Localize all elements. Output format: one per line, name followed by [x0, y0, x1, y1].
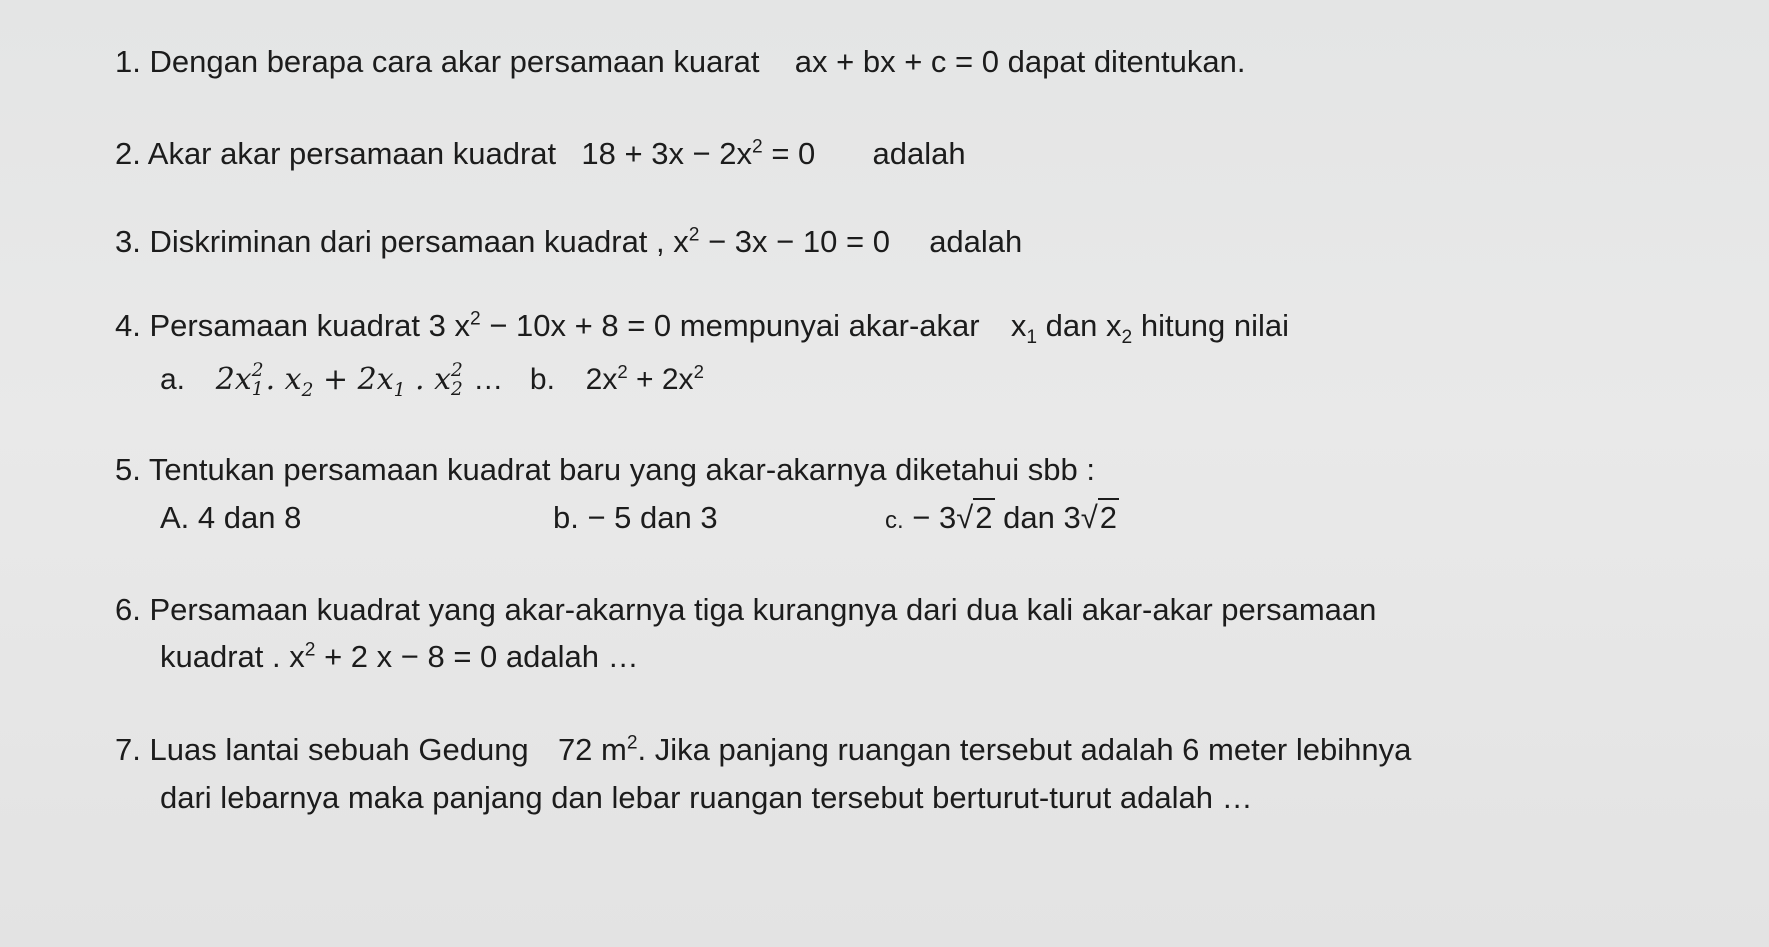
question-6 — [115, 590, 1376, 630]
question-number: 3. — [115, 224, 141, 259]
x1-variable: $x_1$ — [1010, 308, 1038, 349]
question-tail: adalah — [929, 224, 1023, 259]
x2-variable: $x_2$ — [1106, 308, 1133, 349]
question-1 — [115, 42, 1245, 82]
question-5-option-a: A. 4 dan 8 — [160, 500, 302, 535]
question-text: Dengan berapa cara akar persamaan kuarat — [149, 44, 760, 79]
equation: ax + bx + c = 0 — [794, 44, 999, 79]
question-text: Luas lantai sebuah Gedung — [149, 732, 529, 767]
option-b-label: b. — [529, 363, 555, 396]
option-a-label: a. — [160, 363, 186, 396]
question-number: 5. — [115, 452, 141, 487]
sqrt-symbol: √2 — [1080, 500, 1117, 535]
question-7-line-2: dari lebarnya maka panjang dan lebar ruangan tersebut berturut-turut adalah … — [160, 780, 1253, 815]
equation: $x^2 - 3x - 10 = 0$ — [673, 224, 890, 259]
question-number: 6. — [115, 592, 141, 627]
question-tail: adalah — [872, 136, 966, 171]
question-text-2: kuadrat . — [160, 639, 281, 674]
question-number: 7. — [115, 732, 141, 767]
question-6-line-2 — [160, 637, 639, 677]
question-number: 4. — [115, 308, 141, 343]
option-b-expression: $2x^2 + 2x^2$ — [585, 361, 704, 396]
question-4-options — [160, 360, 704, 400]
question-tail: adalah … — [505, 639, 639, 674]
question-4 — [115, 306, 1290, 349]
equation: $18 + 3x - 2x^2 = 0$ — [581, 136, 816, 171]
question-text-after: . Jika panjang ruangan tersebut adalah 6 meter lebihnya — [637, 732, 1412, 767]
question-text: Akar akar persamaan kuadrat — [147, 136, 557, 171]
question-5-option-b: b. − 5 dan 3 — [553, 500, 718, 535]
ellipsis: … — [473, 363, 504, 396]
question-text: Persamaan kuadrat yang akar-akarnya tiga kurangnya dari dua kali akar-akar persamaan — [149, 592, 1377, 627]
question-number: 1. — [115, 44, 141, 79]
area-value: 72 $m^2$ — [557, 732, 638, 767]
sqrt-symbol: √2 — [956, 500, 993, 535]
question-tail: dapat ditentukan. — [1007, 44, 1246, 79]
option-a-expression: 2x 2 1 . $x_2 + 2x_1$ . x 2 2 — [215, 360, 463, 401]
question-3 — [115, 222, 1022, 262]
equation: $x^2 + 2$ x − 8 = 0 — [289, 639, 498, 674]
and-text: dan — [1045, 308, 1098, 343]
question-text: Diskriminan dari persamaan kuadrat , — [149, 224, 665, 259]
option-c-label: c. — [885, 507, 904, 534]
question-5 — [115, 450, 1095, 490]
question-tail: hitung nilai — [1140, 308, 1290, 343]
question-number: 2. — [115, 136, 141, 171]
question-5-option-c: c. − 3√2 dan 3√2 — [885, 498, 1119, 541]
question-text: Tentukan persamaan kuadrat baru yang akar-akarnya diketahui sbb : — [148, 452, 1095, 487]
equation: 3 $x^2 - 10x + 8 = 0$ — [428, 308, 672, 343]
question-text-2: mempunyai akar-akar — [679, 308, 980, 343]
question-text: Persamaan kuadrat — [149, 308, 421, 343]
question-2 — [115, 134, 966, 174]
question-7 — [115, 730, 1411, 770]
